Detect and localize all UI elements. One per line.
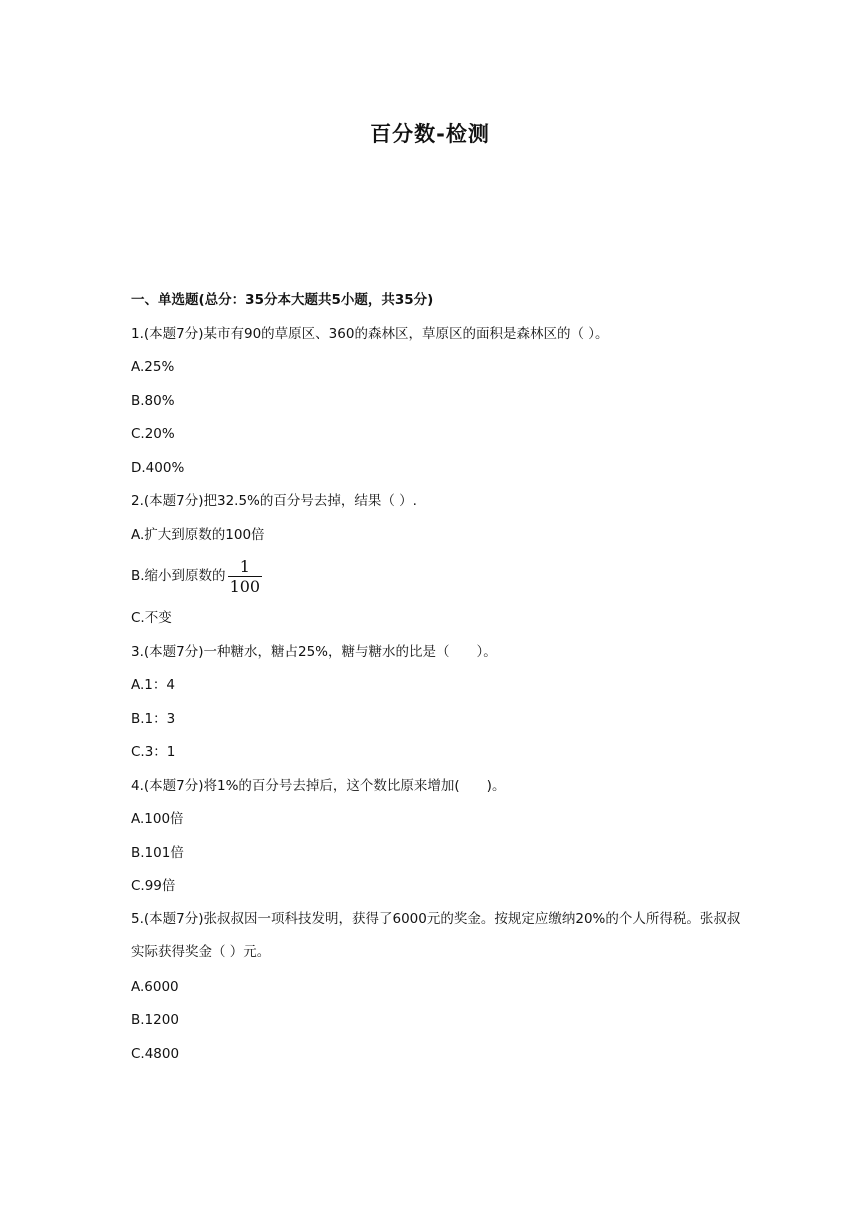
question-2-stem: 2.(本题7分)把32.5%的百分号去掉，结果（ ）. bbox=[131, 493, 417, 509]
page-title: 百分数-检测 bbox=[370, 122, 490, 146]
question-2-option-b-row bbox=[131, 554, 741, 598]
fraction bbox=[228, 557, 263, 596]
question-2-option-a: A.扩大到原数的100倍 bbox=[131, 526, 265, 543]
question-1-stem: 1.(本题7分)某市有90的草原区、360的森林区，草原区的面积是森林区的（ ）。 bbox=[131, 325, 609, 342]
question-2-option-c: C.不变 bbox=[131, 610, 172, 626]
section-heading: 一、单选题(总分：35分本大题共5小题，共35分) bbox=[131, 292, 434, 308]
question-5-option-b: B.1200 bbox=[131, 1012, 179, 1028]
fraction-numerator: 1 bbox=[239, 556, 250, 576]
question-3-option-c: C.3：1 bbox=[131, 744, 176, 760]
fraction-denominator: 100 bbox=[229, 576, 261, 596]
question-3-stem: 3.(本题7分)一种糖水，糖占25%，糖与糖水的比是（ ）。 bbox=[131, 643, 497, 660]
question-1-option-d: D.400% bbox=[131, 459, 185, 476]
question-5-stem: 5.(本题7分)张叔叔因一项科技发明，获得了6000元的奖金。按规定应缴纳20%的个人所得税。张叔叔实际获得奖金（ ）元。 bbox=[131, 910, 741, 961]
question-5-option-a: A.6000 bbox=[131, 978, 179, 995]
question-section bbox=[131, 290, 741, 1077]
question-3-option-b: B.1：3 bbox=[131, 710, 176, 727]
question-1-option-b: B.80% bbox=[131, 392, 175, 409]
question-4-option-b: B.101倍 bbox=[131, 844, 184, 861]
question-4-option-c: C.99倍 bbox=[131, 878, 176, 894]
question-4-option-a: A.100倍 bbox=[131, 811, 184, 827]
question-1-option-a: A.25% bbox=[131, 359, 175, 375]
question-3-option-a: A.1：4 bbox=[131, 677, 175, 693]
question-5-option-c: C.4800 bbox=[131, 1045, 180, 1062]
question-4-stem: 4.(本题7分)将1%的百分号去掉后，这个数比原来增加( )。 bbox=[131, 777, 506, 794]
question-2-option-b: B.缩小到原数的 bbox=[131, 568, 226, 584]
question-1-option-c: C.20% bbox=[131, 426, 175, 442]
